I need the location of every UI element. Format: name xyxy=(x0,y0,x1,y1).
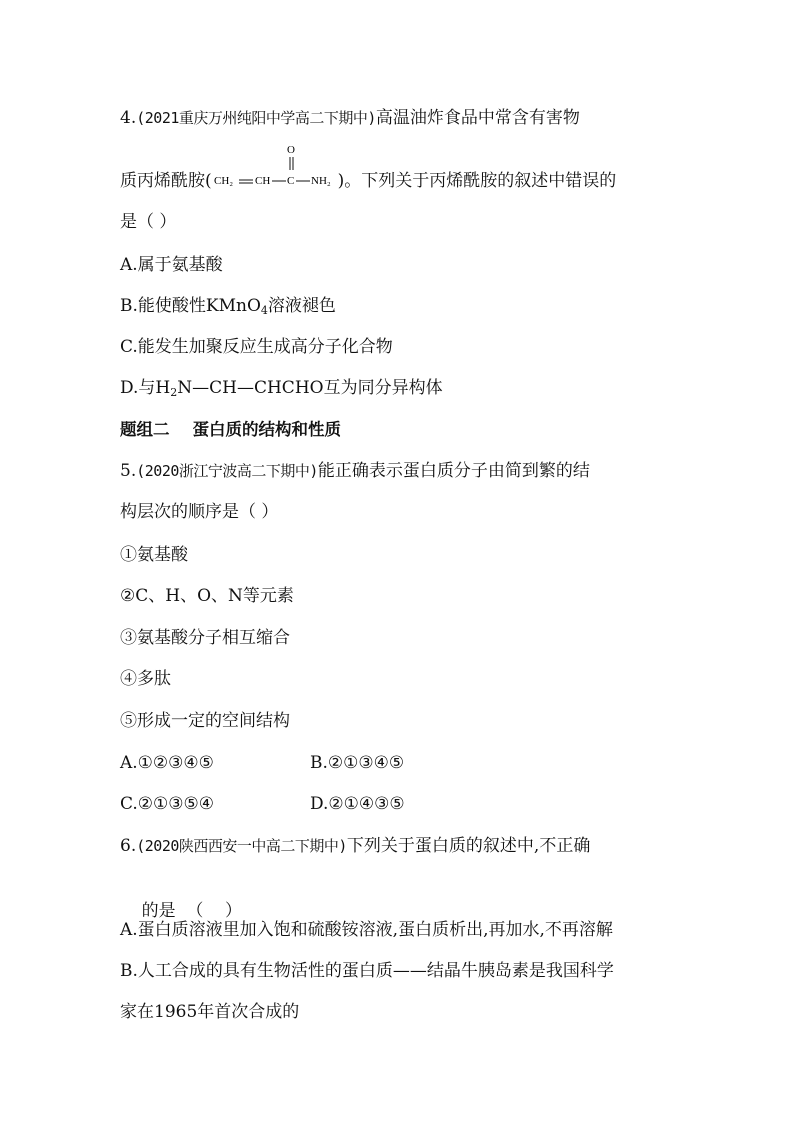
formula-ch: CH xyxy=(254,175,270,187)
q6-option-b-line-1: B.人工合成的具有生物活性的蛋白质——结晶牛胰岛素是我国科学 xyxy=(120,961,614,981)
q4-option-d-text: D.与H xyxy=(120,378,171,398)
q4-option-d-text-end: N—CH—CHCHO互为同分异构体 xyxy=(177,378,443,398)
q4-stem-1: 高温油炸食品中常含有害物 xyxy=(375,108,580,128)
q5-stem-1: 能正确表示蛋白质分子由简到繁的结 xyxy=(317,461,590,481)
q5-options-row-2 xyxy=(120,792,680,816)
q4-option-b-subscript: 4 xyxy=(260,304,268,317)
q5-option-c: C.②①③⑤④ xyxy=(120,794,215,814)
q4-option-a-text: A.属于氨基酸 xyxy=(120,255,223,275)
formula-ch2: CH₂ xyxy=(213,175,233,187)
section-heading: 题组二 蛋白质的结构和性质 xyxy=(120,420,341,439)
q5-line-1 xyxy=(120,459,590,483)
q4-option-b xyxy=(120,294,336,323)
acrylamide-formula-svg xyxy=(212,139,338,195)
q4-stem-3: 是（ ） xyxy=(120,212,177,232)
q6-number: 6. xyxy=(120,836,137,856)
q4-line-2 xyxy=(120,144,617,193)
q5-source: (2020浙江宁波高二下期中) xyxy=(136,462,318,480)
q5-item-4: ④多肽 xyxy=(120,669,171,689)
q5-stem-2: 构层次的顺序是（ ） xyxy=(120,502,279,522)
q5-item-2: ②C、H、O、N等元素 xyxy=(120,586,294,606)
q4-option-a xyxy=(120,253,223,277)
q5-line-2 xyxy=(120,500,278,524)
q4-source: (2021重庆万州纯阳中学高二下期中) xyxy=(136,109,376,127)
q6-option-a: A.蛋白质溶液里加入饱和硫酸铵溶液,蛋白质析出,再加水,不再溶解 xyxy=(120,920,613,940)
q6-option-b-line-2: 家在1965年首次合成的 xyxy=(120,1002,300,1022)
q4-option-b-text: B.能使酸性KMnO xyxy=(120,296,261,316)
q4-option-d xyxy=(120,376,443,405)
q4-option-c xyxy=(120,335,393,359)
document-page xyxy=(120,0,680,1123)
q5-number: 5. xyxy=(120,461,137,481)
q4-line-1 xyxy=(120,106,580,130)
q4-line-3 xyxy=(120,210,176,234)
q5-option-b: B.②①③④⑤ xyxy=(310,753,405,773)
q5-options-row-1 xyxy=(120,751,680,775)
q6-stem-2: 的是 （ ） xyxy=(141,901,243,921)
q5-item-5: ⑤形成一定的空间结构 xyxy=(120,711,290,731)
q4-option-b-text-end: 溶液褪色 xyxy=(267,296,336,316)
q5-item-1: ①氨基酸 xyxy=(120,545,188,565)
q5-option-a: A.①②③④⑤ xyxy=(120,753,214,773)
acrylamide-structural-formula xyxy=(212,144,338,193)
q5-option-d: D.②①④③⑤ xyxy=(310,794,405,814)
q4-stem-2b: )。下列关于丙烯酰胺的叙述中错误的 xyxy=(337,171,617,191)
formula-nh2: NH₂ xyxy=(310,175,331,187)
q4-stem-2a: 质丙烯酰胺( xyxy=(120,171,212,191)
q4-option-c-text: C.能发生加聚反应生成高分子化合物 xyxy=(120,337,393,357)
q4-number: 4. xyxy=(120,108,137,128)
q6-line-1 xyxy=(120,834,590,858)
q6-source: (2020陕西西安一中高二下期中) xyxy=(136,837,347,855)
q5-item-3: ③氨基酸分子相互缩合 xyxy=(120,628,290,648)
q6-stem-1: 下列关于蛋白质的叙述中,不正确 xyxy=(346,836,591,856)
formula-o: O xyxy=(286,144,295,156)
formula-c: C xyxy=(286,175,294,187)
q4-option-d-subscript: 2 xyxy=(170,386,178,399)
